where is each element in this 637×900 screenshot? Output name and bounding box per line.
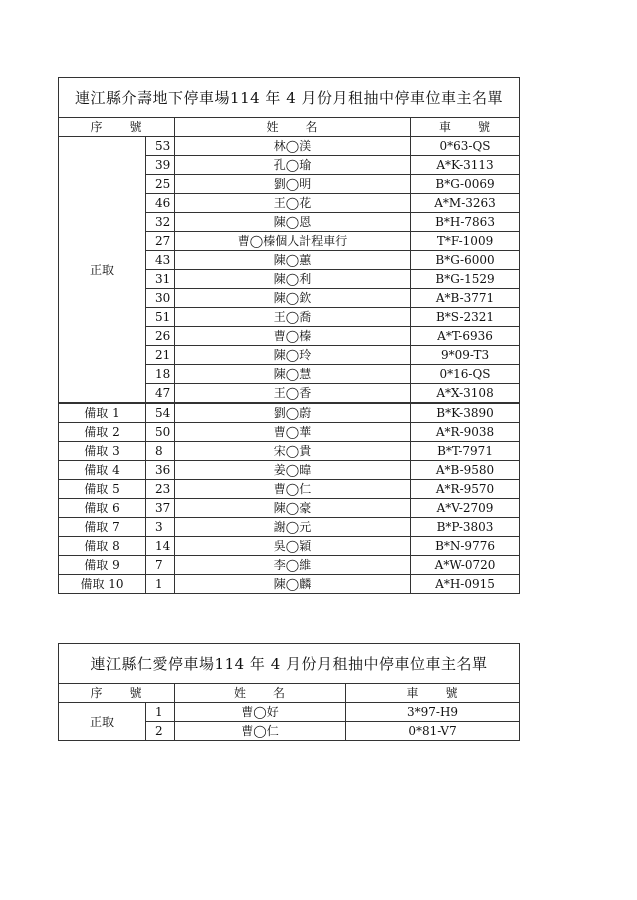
row-number: 23 [146,480,175,499]
plate-number: A*R-9038 [411,423,520,442]
header-plate: 車 號 [346,684,520,703]
plate-number: A*R-9570 [411,480,520,499]
row-number: 14 [146,537,175,556]
header-name: 姓 名 [175,118,411,137]
row-number: 26 [146,327,175,346]
plate-number: B*H-7863 [411,213,520,232]
plate-number: B*T-7971 [411,442,520,461]
row-number: 39 [146,156,175,175]
row-number: 3 [146,518,175,537]
owner-name: 王◯喬 [175,308,411,327]
owner-name: 王◯香 [175,384,411,404]
plate-number: A*B-3771 [411,289,520,308]
row-number: 21 [146,346,175,365]
table-row [59,442,520,461]
table-title: 連江縣仁愛停車場114 年 4 月份月租抽中停車位車主名單 [59,644,520,684]
plate-number: 0*63-QS [411,137,520,156]
plate-number: A*X-3108 [411,384,520,404]
backup-label: 備取 6 [59,499,146,518]
plate-number: B*G-1529 [411,270,520,289]
row-number: 54 [146,403,175,423]
owner-name: 陳◯恩 [175,213,411,232]
table-row [59,703,520,722]
plate-number: A*T-6936 [411,327,520,346]
group-label-primary: 正取 [59,703,146,741]
plate-number: T*F-1009 [411,232,520,251]
backup-label: 備取 10 [59,575,146,594]
header-name: 姓 名 [175,684,346,703]
backup-label: 備取 5 [59,480,146,499]
table-row [59,537,520,556]
table-row [59,461,520,480]
plate-number: B*S-2321 [411,308,520,327]
parking-list-table-renai [58,643,520,741]
owner-name: 陳◯麟 [175,575,411,594]
owner-name: 劉◯明 [175,175,411,194]
backup-label: 備取 2 [59,423,146,442]
table-row [59,403,520,423]
header-seq: 序 號 [59,118,175,137]
row-number: 31 [146,270,175,289]
backup-label: 備取 3 [59,442,146,461]
row-number: 43 [146,251,175,270]
plate-number: A*W-0720 [411,556,520,575]
plate-number: A*B-9580 [411,461,520,480]
row-number: 27 [146,232,175,251]
row-number: 51 [146,308,175,327]
owner-name: 曹◯華 [175,423,411,442]
plate-number: 0*16-QS [411,365,520,384]
owner-name: 陳◯玲 [175,346,411,365]
plate-number: B*K-3890 [411,403,520,423]
owner-name: 姜◯暐 [175,461,411,480]
owner-name: 曹◯好 [175,703,346,722]
backup-label: 備取 4 [59,461,146,480]
plate-number: 0*81-V7 [346,722,520,741]
plate-number: 9*09-T3 [411,346,520,365]
table-row [59,556,520,575]
owner-name: 陳◯慧 [175,365,411,384]
owner-name: 曹◯榛 [175,327,411,346]
backup-label: 備取 8 [59,537,146,556]
table-row [59,480,520,499]
owner-name: 曹◯榛個人計程車行 [175,232,411,251]
row-number: 30 [146,289,175,308]
plate-number: B*N-9776 [411,537,520,556]
backup-label: 備取 9 [59,556,146,575]
backup-label: 備取 7 [59,518,146,537]
row-number: 1 [146,703,175,722]
plate-number: B*G-6000 [411,251,520,270]
parking-list-table-jieshou [58,77,520,594]
owner-name: 曹◯仁 [175,480,411,499]
owner-name: 林◯渼 [175,137,411,156]
table-row [59,575,520,594]
table-title: 連江縣介壽地下停車場114 年 4 月份月租抽中停車位車主名單 [59,78,520,118]
owner-name: 陳◯利 [175,270,411,289]
header-seq: 序 號 [59,684,175,703]
header-plate: 車 號 [411,118,520,137]
row-number: 8 [146,442,175,461]
row-number: 1 [146,575,175,594]
plate-number: A*K-3113 [411,156,520,175]
row-number: 36 [146,461,175,480]
table-row [59,518,520,537]
group-label-primary: 正取 [59,137,146,404]
table-row [59,423,520,442]
row-number: 46 [146,194,175,213]
owner-name: 陳◯欽 [175,289,411,308]
plate-number: B*P-3803 [411,518,520,537]
plate-number: A*H-0915 [411,575,520,594]
owner-name: 陳◯豪 [175,499,411,518]
owner-name: 宋◯貴 [175,442,411,461]
row-number: 53 [146,137,175,156]
owner-name: 吳◯穎 [175,537,411,556]
plate-number: A*M-3263 [411,194,520,213]
row-number: 25 [146,175,175,194]
owner-name: 陳◯蕙 [175,251,411,270]
row-number: 32 [146,213,175,232]
owner-name: 李◯維 [175,556,411,575]
row-number: 47 [146,384,175,404]
table-row [59,499,520,518]
row-number: 18 [146,365,175,384]
row-number: 50 [146,423,175,442]
owner-name: 謝◯元 [175,518,411,537]
backup-label: 備取 1 [59,403,146,423]
row-number: 2 [146,722,175,741]
owner-name: 王◯花 [175,194,411,213]
row-number: 37 [146,499,175,518]
owner-name: 劉◯蔚 [175,403,411,423]
plate-number: B*G-0069 [411,175,520,194]
table-row [59,137,520,156]
owner-name: 曹◯仁 [175,722,346,741]
owner-name: 孔◯瑜 [175,156,411,175]
plate-number: 3*97-H9 [346,703,520,722]
plate-number: A*V-2709 [411,499,520,518]
row-number: 7 [146,556,175,575]
